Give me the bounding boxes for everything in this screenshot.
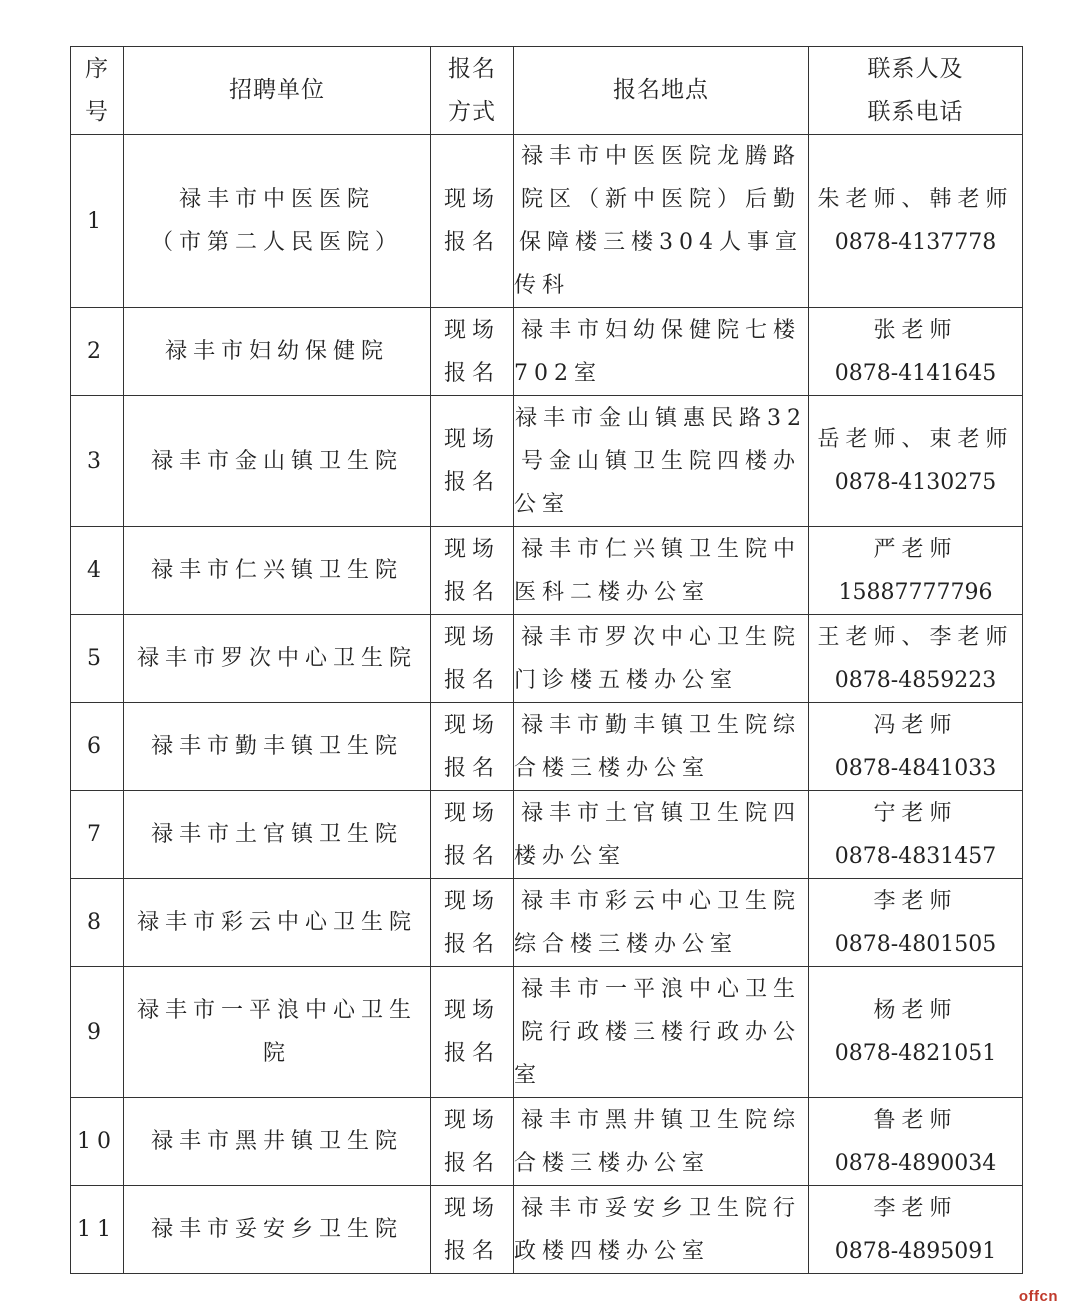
header-location: 报名地点 <box>514 47 809 135</box>
header-method-line2: 方式 <box>448 98 496 125</box>
cell-seq: 5 <box>71 615 124 703</box>
header-row <box>71 47 1023 135</box>
header-method <box>431 47 514 135</box>
header-seq-line1: 序 <box>85 55 109 82</box>
table-row <box>71 1098 1023 1186</box>
contact-name: 杨老师 <box>873 998 958 1023</box>
cell-seq: 2 <box>71 308 124 396</box>
cell-method <box>431 396 514 527</box>
table-row <box>71 135 1023 308</box>
contact-name: 鲁老师 <box>873 1107 958 1133</box>
contact-name: 李老师 <box>873 888 958 914</box>
cell-location: 禄丰市中医医院龙腾路院区（新中医院）后勤保障楼三楼304人事宣传科 <box>514 135 809 308</box>
method-line2: 报名 <box>443 1150 500 1176</box>
contact-phone: 0878-4801505 <box>834 931 997 957</box>
method-line1: 现场 <box>443 624 500 650</box>
method-line2: 报名 <box>443 931 500 957</box>
cell-method <box>431 527 514 615</box>
cell-contact <box>809 791 1023 879</box>
cell-seq: 4 <box>71 527 124 615</box>
table-row <box>71 527 1023 615</box>
header-seq-line2: 号 <box>85 98 109 125</box>
table-row <box>71 791 1023 879</box>
contact-phone: 0878-4821051 <box>834 1041 997 1066</box>
cell-seq: 9 <box>71 967 124 1098</box>
cell-unit: 禄丰市罗次中心卫生院 <box>124 615 431 703</box>
method-line1: 现场 <box>443 800 500 826</box>
cell-method <box>431 308 514 396</box>
cell-location: 禄丰市勤丰镇卫生院综合楼三楼办公室 <box>514 703 809 791</box>
cell-contact <box>809 308 1023 396</box>
contact-phone: 0878-4831457 <box>834 843 997 869</box>
contact-phone: 0878-4141645 <box>834 360 997 386</box>
method-line2: 报名 <box>443 470 500 495</box>
cell-unit: 禄丰市土官镇卫生院 <box>124 791 431 879</box>
cell-seq: 8 <box>71 879 124 967</box>
table-row <box>71 396 1023 527</box>
header-contact-line1: 联系人及 <box>867 55 964 82</box>
cell-method <box>431 135 514 308</box>
cell-method <box>431 791 514 879</box>
contact-phone: 0878-4859223 <box>834 667 997 693</box>
cell-method <box>431 703 514 791</box>
method-line2: 报名 <box>443 755 500 781</box>
cell-location: 禄丰市妥安乡卫生院行政楼四楼办公室 <box>514 1186 809 1274</box>
cell-location: 禄丰市罗次中心卫生院门诊楼五楼办公室 <box>514 615 809 703</box>
method-line2: 报名 <box>443 843 500 869</box>
cell-contact <box>809 1098 1023 1186</box>
contact-phone: 0878-4137778 <box>834 230 997 255</box>
contact-phone: 0878-4890034 <box>834 1150 997 1176</box>
method-line1: 现场 <box>443 187 500 212</box>
cell-contact <box>809 967 1023 1098</box>
header-contact <box>809 47 1023 135</box>
cell-method <box>431 1098 514 1186</box>
cell-unit: 禄丰市妥安乡卫生院 <box>124 1186 431 1274</box>
cell-location: 禄丰市黑井镇卫生院综合楼三楼办公室 <box>514 1098 809 1186</box>
cell-location: 禄丰市金山镇惠民路32号金山镇卫生院四楼办公室 <box>514 396 809 527</box>
cell-method <box>431 879 514 967</box>
header-unit: 招聘单位 <box>124 47 431 135</box>
method-line1: 现场 <box>443 427 500 452</box>
contact-name: 岳老师、束老师 <box>817 427 1014 452</box>
contact-name: 严老师 <box>873 536 958 562</box>
cell-contact <box>809 615 1023 703</box>
method-line2: 报名 <box>443 1238 500 1264</box>
method-line1: 现场 <box>443 536 500 562</box>
cell-location: 禄丰市一平浪中心卫生院行政楼三楼行政办公室 <box>514 967 809 1098</box>
table-row <box>71 615 1023 703</box>
cell-seq: 3 <box>71 396 124 527</box>
cell-location: 禄丰市仁兴镇卫生院中医科二楼办公室 <box>514 527 809 615</box>
cell-unit: 禄丰市彩云中心卫生院 <box>124 879 431 967</box>
cell-unit: 禄丰市金山镇卫生院 <box>124 396 431 527</box>
method-line1: 现场 <box>443 998 500 1023</box>
cell-unit: 禄丰市勤丰镇卫生院 <box>124 703 431 791</box>
method-line1: 现场 <box>443 1107 500 1133</box>
cell-location: 禄丰市妇幼保健院七楼702室 <box>514 308 809 396</box>
cell-unit: 禄丰市一平浪中心卫生院 <box>124 967 431 1098</box>
cell-location: 禄丰市彩云中心卫生院综合楼三楼办公室 <box>514 879 809 967</box>
cell-contact <box>809 135 1023 308</box>
header-seq <box>71 47 124 135</box>
cell-method <box>431 615 514 703</box>
contact-phone: 0878-4130275 <box>834 470 997 495</box>
method-line1: 现场 <box>443 888 500 914</box>
method-line2: 报名 <box>443 1041 500 1066</box>
cell-contact <box>809 396 1023 527</box>
cell-unit: 禄丰市中医医院 （市第二人民医院） <box>124 135 431 308</box>
cell-method <box>431 967 514 1098</box>
contact-name: 宁老师 <box>873 800 958 826</box>
contact-phone: 0878-4841033 <box>834 755 997 781</box>
table-row <box>71 308 1023 396</box>
table-row <box>71 967 1023 1098</box>
cell-seq: 7 <box>71 791 124 879</box>
table-row <box>71 1186 1023 1274</box>
contact-name: 王老师、李老师 <box>817 624 1014 650</box>
method-line2: 报名 <box>443 579 500 605</box>
contact-name: 冯老师 <box>873 712 958 738</box>
method-line1: 现场 <box>443 1195 500 1221</box>
cell-unit: 禄丰市仁兴镇卫生院 <box>124 527 431 615</box>
cell-seq: 1 <box>71 135 124 308</box>
header-contact-line2: 联系电话 <box>867 98 964 125</box>
method-line1: 现场 <box>443 712 500 738</box>
method-line1: 现场 <box>443 317 500 343</box>
contact-name: 张老师 <box>873 317 958 343</box>
method-line2: 报名 <box>443 230 500 255</box>
cell-contact <box>809 1186 1023 1274</box>
method-line2: 报名 <box>443 360 500 386</box>
table-row <box>71 879 1023 967</box>
cell-contact <box>809 879 1023 967</box>
contact-phone: 0878-4895091 <box>834 1238 997 1264</box>
cell-method <box>431 1186 514 1274</box>
cell-seq: 11 <box>71 1186 124 1274</box>
contact-name: 李老师 <box>873 1195 958 1221</box>
cell-contact <box>809 703 1023 791</box>
table-row <box>71 703 1023 791</box>
cell-unit: 禄丰市黑井镇卫生院 <box>124 1098 431 1186</box>
cell-contact <box>809 527 1023 615</box>
header-method-line1: 报名 <box>448 55 496 82</box>
offcn-watermark: offcn <box>1018 1288 1058 1305</box>
contact-name: 朱老师、韩老师 <box>817 187 1014 212</box>
cell-unit: 禄丰市妇幼保健院 <box>124 308 431 396</box>
cell-seq: 6 <box>71 703 124 791</box>
registration-table <box>70 46 1023 1274</box>
method-line2: 报名 <box>443 667 500 693</box>
cell-seq: 10 <box>71 1098 124 1186</box>
cell-location: 禄丰市土官镇卫生院四楼办公室 <box>514 791 809 879</box>
contact-phone: 15887777796 <box>838 579 993 605</box>
